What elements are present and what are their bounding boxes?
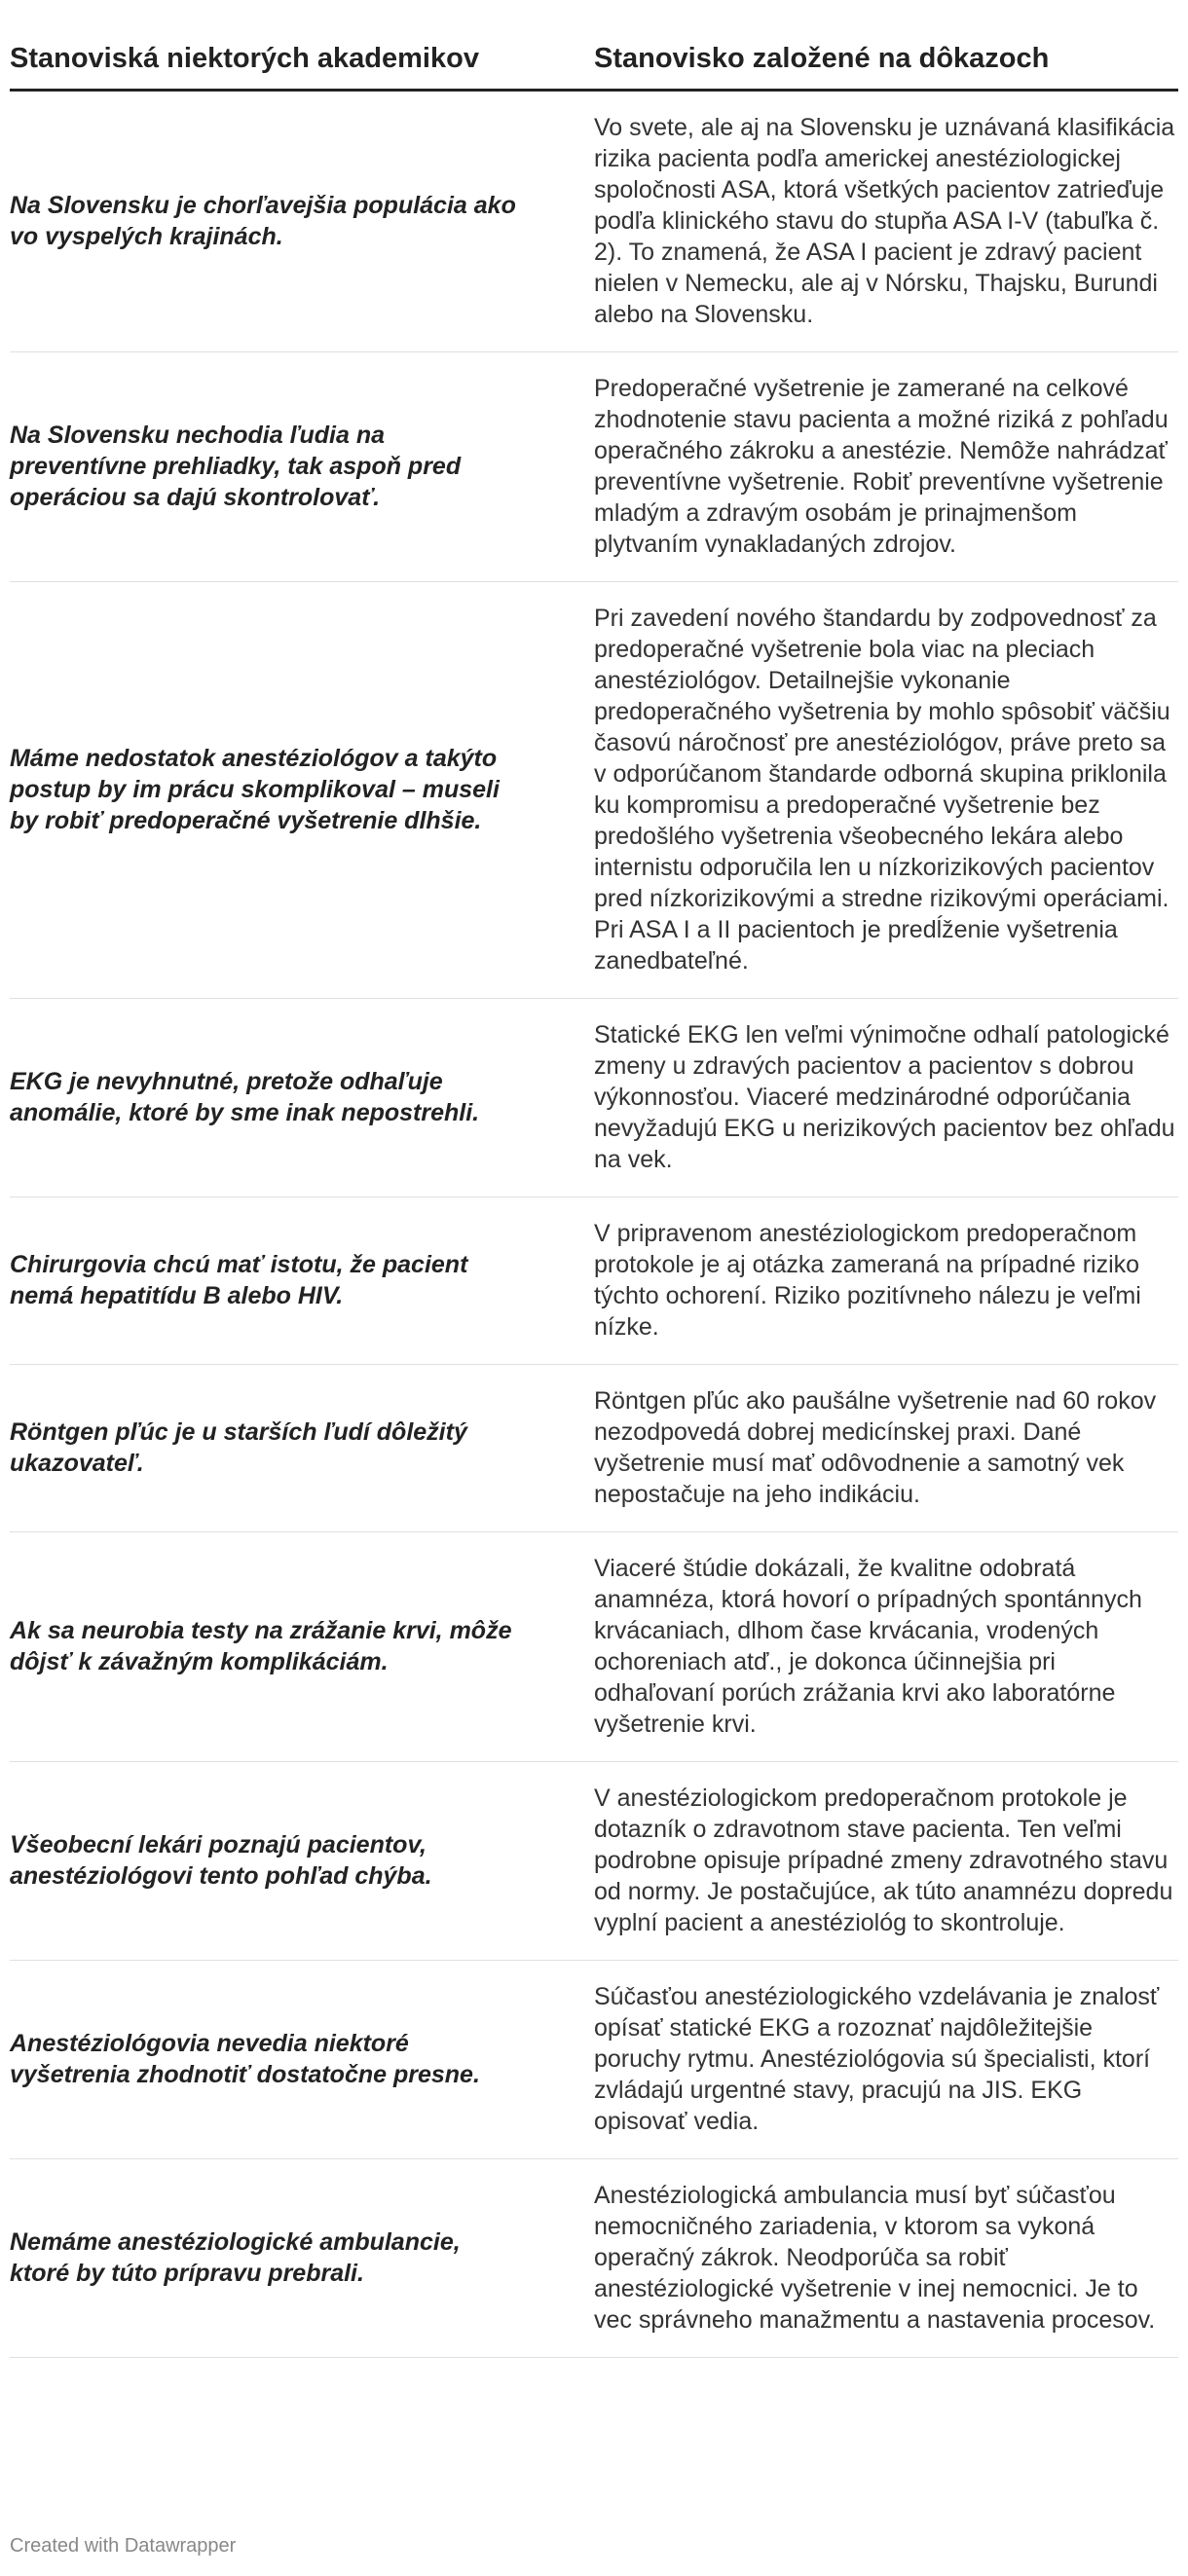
comparison-table bbox=[10, 0, 1178, 2358]
table-row bbox=[10, 999, 1178, 1197]
evidence-cell: Súčasťou anestéziologického vzdelávania je znalosť opísať statické EKG a rozoznať najdôležitejšie poruchy rytmu. Anestéziológovia sú špecialisti, ktorí zvládajú urgentné stavy, pracujú na JIS. EKG opisovať vedia. bbox=[594, 1961, 1178, 2159]
evidence-cell: Pri zavedení nového štandardu by zodpovednosť za predoperačné vyšetrenie bola viac na pleciach anestéziológov. Detailnejšie vykonanie predoperačného vyšetrenia by mohlo spôsobiť väčšiu časovú náročnosť pre anestéziológov, práve preto sa v odporúčanom štandarde odborná skupina priklonila ku kompromisu a predoperačné vyšetrenie bez predošlého vyšetrenia všeobecného lekára alebo internistu odporučila len u nízkorizikových pacientov pred nízkorizikovými a stredne rizikovými operáciami. Pri ASA I a II pacientoch je predĺženie vyšetrenia zanedbateľné. bbox=[594, 582, 1178, 999]
stance-cell: Všeobecní lekári poznajú pacientov, anestéziológovi tento pohľad chýba. bbox=[10, 1762, 594, 1961]
stance-cell: Ak sa neurobia testy na zrážanie krvi, môže dôjsť k závažným komplikáciám. bbox=[10, 1532, 594, 1762]
evidence-cell: Viaceré štúdie dokázali, že kvalitne odobratá anamnéza, ktorá hovorí o prípadných spontánnych krvácaniach, dlhom čase krvácania, vrodených ochoreniach atď., je dokonca účinnejšia pri odhaľovaní porúch zrážania krvi ako laboratórne vyšetrenie krvi. bbox=[594, 1532, 1178, 1762]
table-row bbox=[10, 1197, 1178, 1365]
evidence-cell: Vo svete, ale aj na Slovensku je uznávaná klasifikácia rizika pacienta podľa americkej anestéziologickej spoločnosti ASA, ktorá všetkých pacientov zatrieďuje podľa klinického stavu do stupňa ASA I-V (tabuľka č. 2). To znamená, že ASA I pacient je zdravý pacient nielen v Nemecku, ale aj v Nórsku, Thajsku, Burundi alebo na Slovensku. bbox=[594, 91, 1178, 352]
stance-cell: Na Slovensku nechodia ľudia na preventívne prehliadky, tak aspoň pred operáciou sa dajú skontrolovať. bbox=[10, 352, 594, 582]
stance-cell: Chirurgovia chcú mať istotu, že pacient nemá hepatitídu B alebo HIV. bbox=[10, 1197, 594, 1365]
comparison-table-container bbox=[10, 0, 1178, 2358]
table-row bbox=[10, 1961, 1178, 2159]
table-body bbox=[10, 91, 1178, 2358]
table-header bbox=[10, 0, 1178, 91]
stance-cell: Máme nedostatok anestéziológov a takýto postup by im prácu skomplikoval – museli by robiť predoperačné vyšetrenie dlhšie. bbox=[10, 582, 594, 999]
stance-cell: Anestéziológovia nevedia niektoré vyšetrenia zhodnotiť dostatočne presne. bbox=[10, 1961, 594, 2159]
evidence-cell: Predoperačné vyšetrenie je zamerané na celkové zhodnotenie stavu pacienta a možné riziká z pohľadu operačného zákroku a anestézie. Nemôže nahrádzať preventívne vyšetrenie. Robiť preventívne vyšetrenie mladým a zdravým osobám je prinajmenšom plytvaním vynakladaných zdrojov. bbox=[594, 352, 1178, 582]
table-row bbox=[10, 91, 1178, 352]
stance-cell: Na Slovensku je chorľavejšia populácia ako vo vyspelých krajinách. bbox=[10, 91, 594, 352]
table-row bbox=[10, 2159, 1178, 2358]
evidence-cell: Anestéziologická ambulancia musí byť súčasťou nemocničného zariadenia, v ktorom sa vykoná operačný zákrok. Neodporúča sa robiť anestéziologické vyšetrenie v inej nemocnici. Je to vec správneho manažmentu a nastavenia procesov. bbox=[594, 2159, 1178, 2358]
stance-cell: EKG je nevyhnutné, pretože odhaľuje anomálie, ktoré by sme inak nepostrehli. bbox=[10, 999, 594, 1197]
stance-cell: Nemáme anestéziologické ambulancie, ktoré by túto prípravu prebrali. bbox=[10, 2159, 594, 2358]
table-row bbox=[10, 352, 1178, 582]
header-row bbox=[10, 0, 1178, 91]
table-row bbox=[10, 582, 1178, 999]
table-row bbox=[10, 1365, 1178, 1532]
evidence-cell: V pripravenom anestéziologickom predoperačnom protokole je aj otázka zameraná na prípadné riziko týchto ochorení. Riziko pozitívneho nálezu je veľmi nízke. bbox=[594, 1197, 1178, 1365]
table-row bbox=[10, 1762, 1178, 1961]
column-header-evidence[interactable]: Stanovisko založené na dôkazoch bbox=[594, 0, 1178, 91]
table-row bbox=[10, 1532, 1178, 1762]
column-header-academics[interactable]: Stanoviská niektorých akademikov bbox=[10, 0, 594, 91]
evidence-cell: Röntgen pľúc ako paušálne vyšetrenie nad 60 rokov nezodpovedá dobrej medicínskej praxi. Dané vyšetrenie musí mať odôvodnenie a samotný vek nepostačuje na jeho indikáciu. bbox=[594, 1365, 1178, 1532]
evidence-cell: Statické EKG len veľmi výnimočne odhalí patologické zmeny u zdravých pacientov a pacientov s dobrou výkonnosťou. Viaceré medzinárodné odporúčania nevyžadujú EKG u nerizikových pacientov bez ohľadu na vek. bbox=[594, 999, 1178, 1197]
datawrapper-credit-link[interactable]: Created with Datawrapper bbox=[10, 2535, 237, 2557]
evidence-cell: V anestéziologickom predoperačnom protokole je dotazník o zdravotnom stave pacienta. Ten veľmi podrobne opisuje prípadné zmeny zdravotného stavu od normy. Je postačujúce, ak túto anamnézu dopredu vyplní pacient a anestéziológ to skontroluje. bbox=[594, 1762, 1178, 1961]
stance-cell: Röntgen pľúc je u starších ľudí dôležitý ukazovateľ. bbox=[10, 1365, 594, 1532]
